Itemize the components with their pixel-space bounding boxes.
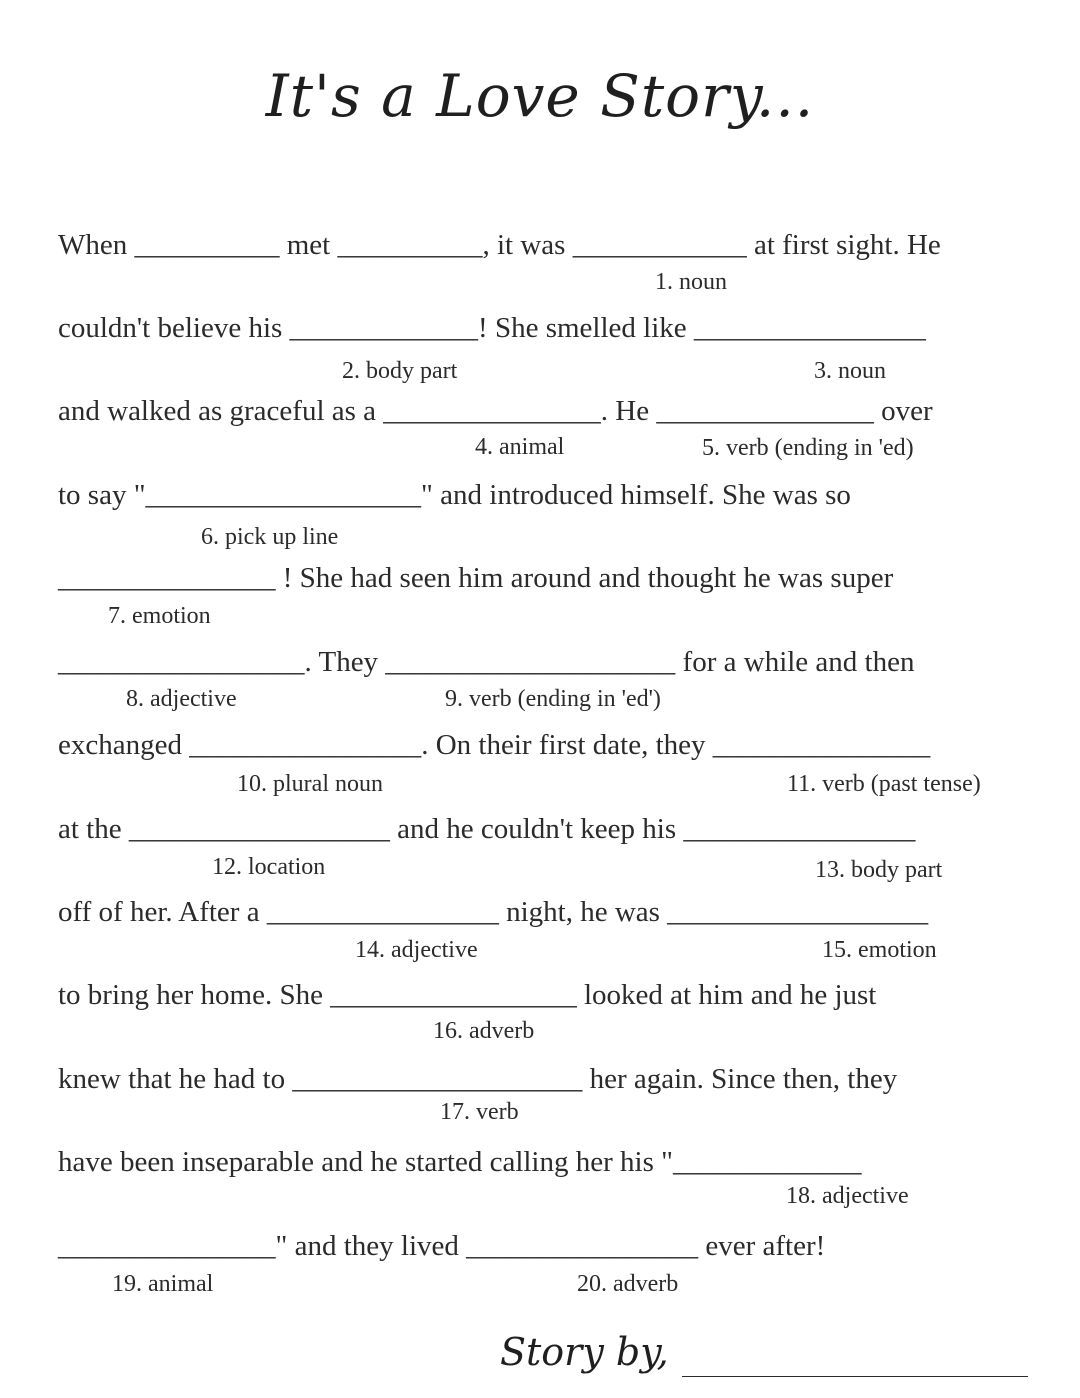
story-line: _________________. They ____________________ for a while and then (58, 646, 915, 678)
signature-label: Story by, (500, 1330, 669, 1374)
story-line: and walked as graceful as a _______________. He _______________ over (58, 395, 933, 427)
blank-hint: 1. noun (655, 269, 727, 295)
story-line: to say "___________________" and introduced himself. She was so (58, 479, 851, 511)
story-line: When __________ met __________, it was ____________ at first sight. He (58, 229, 941, 261)
blank-hint: 15. emotion (822, 937, 937, 963)
blank-hint: 12. location (212, 854, 326, 880)
blank-hint: 20. adverb (577, 1271, 679, 1297)
blank-hint: 3. noun (814, 358, 886, 384)
story-line: have been inseparable and he started calling her his "_____________ (58, 1146, 862, 1178)
blank-hint: 4. animal (475, 434, 565, 460)
blank-hint: 5. verb (ending in 'ed) (702, 435, 914, 461)
blank-hint: 9. verb (ending in 'ed') (445, 686, 661, 712)
blank-hint: 10. plural noun (237, 771, 383, 797)
blank-hint: 11. verb (past tense) (787, 771, 981, 797)
blank-hint: 2. body part (342, 358, 458, 384)
signature-line[interactable] (682, 1376, 1028, 1377)
story-line: at the __________________ and he couldn't keep his ________________ (58, 813, 916, 845)
page-title: It's a Love Story... (265, 62, 815, 130)
blank-hint: 19. animal (112, 1271, 214, 1297)
story-line: off of her. After a ________________ night, he was __________________ (58, 896, 929, 928)
blank-hint: 8. adjective (126, 686, 237, 712)
blank-hint: 6. pick up line (201, 524, 339, 550)
story-line: couldn't believe his _____________! She smelled like ________________ (58, 312, 926, 344)
story-line: _______________ ! She had seen him around and thought he was super (58, 562, 894, 594)
blank-hint: 14. adjective (355, 937, 478, 963)
story-line: knew that he had to ____________________ her again. Since then, they (58, 1063, 898, 1095)
blank-hint: 18. adjective (786, 1183, 909, 1209)
blank-hint: 17. verb (440, 1099, 519, 1125)
blank-hint: 16. adverb (433, 1018, 535, 1044)
blank-hint: 13. body part (815, 857, 943, 883)
story-line: _______________" and they lived ________________ ever after! (58, 1230, 826, 1262)
story-line: exchanged ________________. On their first date, they _______________ (58, 729, 931, 761)
blank-hint: 7. emotion (108, 603, 211, 629)
story-line: to bring her home. She _________________ looked at him and he just (58, 979, 877, 1011)
